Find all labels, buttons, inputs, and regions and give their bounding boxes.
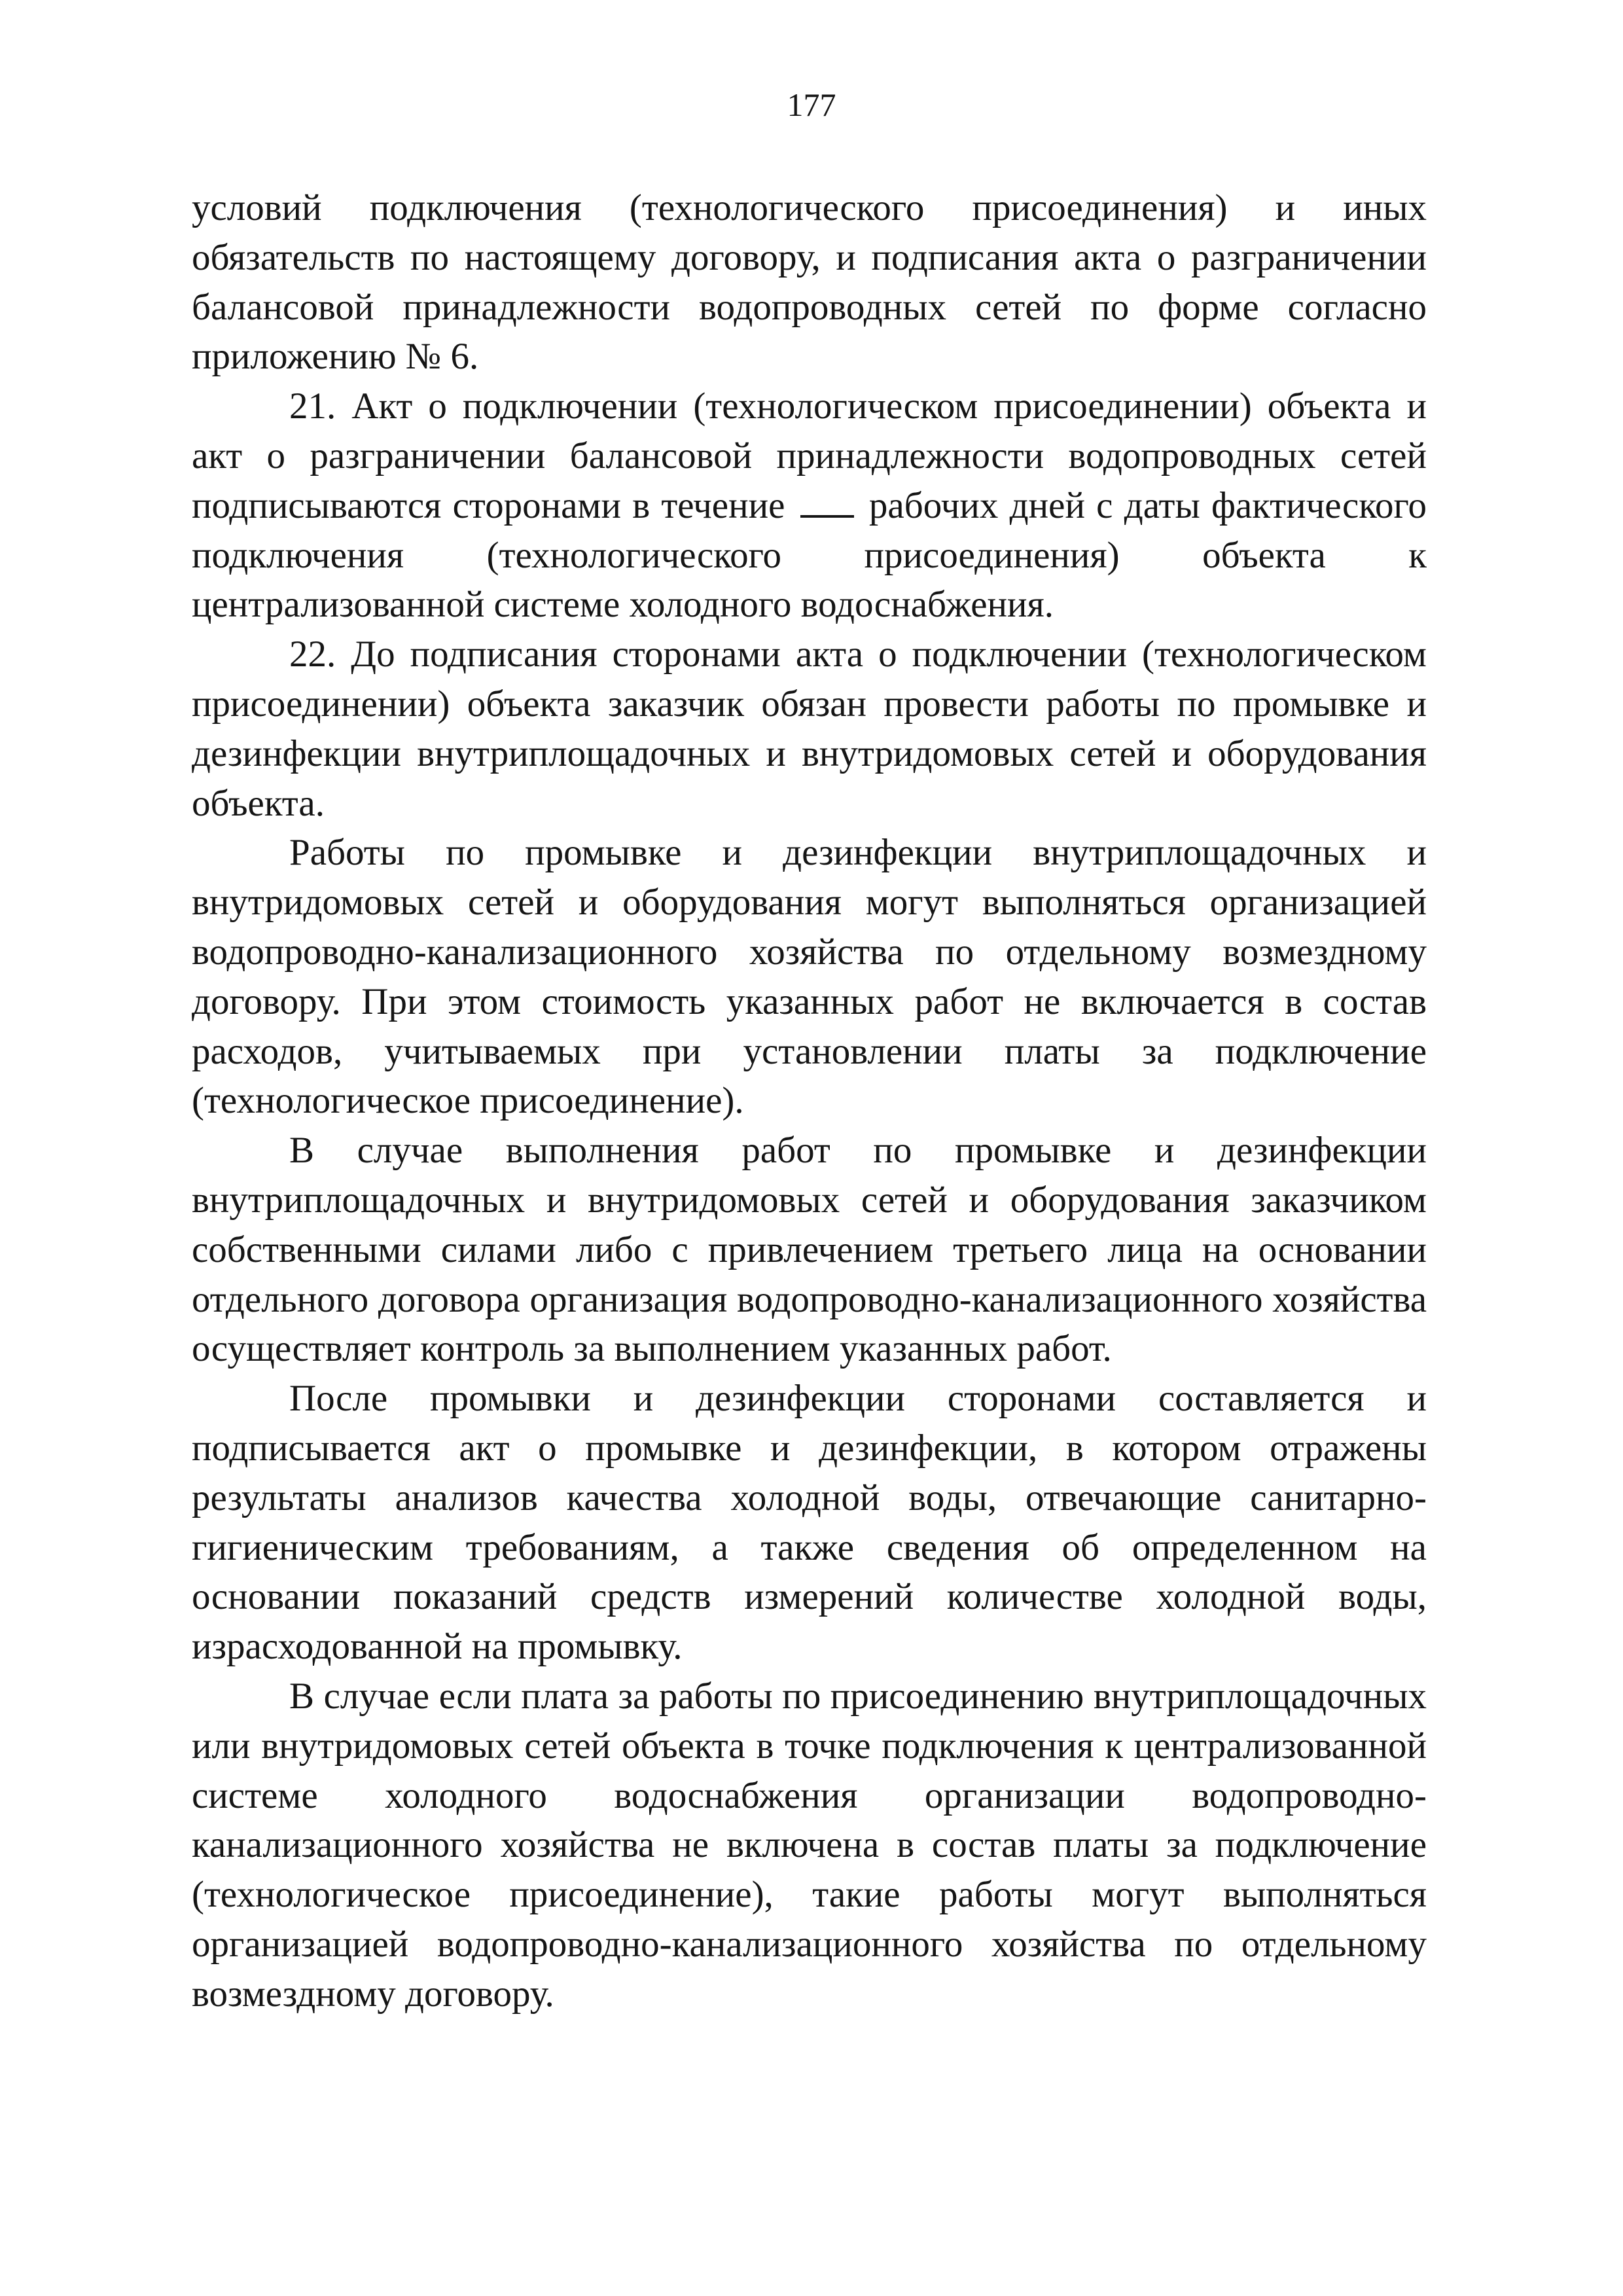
page-number: 177: [787, 86, 836, 123]
paragraph-flushing-act: После промывки и дезинфекции сторонами составляется и подписывается акт о промывке и дезинфекции, в котором отражены результаты анализов качества холодной воды, отвечающие санитарно-гигиеническим требованиям, а также сведения об определенном на основании показаний средств измерений количестве холодной воды, израсходованной на промывку.: [192, 1378, 1427, 1668]
paragraph-works-contract: Работы по промывке и дезинфекции внутриплощадочных и внутридомовых сетей и оборудования могут выполняться организацией водопроводно-канализационного хозяйства по отдельному возмездному договору. При этом стоимость указанных работ не включается в состав расходов, учитываемых при установлении платы за подключение (технологическое присоединение).: [192, 832, 1427, 1122]
clause-21-text-end: рабочих дней с даты фактического подключения (технологического присоединения) объекта к централизованной системе холодного водоснабжения.: [192, 484, 1427, 626]
paragraph-customer-works: В случае выполнения работ по промывке и дезинфекции внутриплощадочных и внутридомовых сетей и оборудования заказчиком собственными силами либо с привлечением третьего лица на основании отдельного договора организация водопроводно-канализационного хозяйства осуществляет контроль за выполнением указанных работ.: [192, 1130, 1427, 1370]
clause-21-text-start: 21. Акт о подключении (технологическом присоединении) объекта и акт о разграничении балансовой принадлежности водопроводных сетей подписываются сторонами в течение: [192, 386, 1427, 526]
paragraph-clause-22: 22. До подписания сторонами акта о подключении (технологическом присоединении) объекта заказчик обязан провести работы по промывке и дезинфекции внутриплощадочных и внутридомовых сетей и оборудования объекта.: [192, 634, 1427, 824]
paragraph-clause-21: [192, 382, 1427, 630]
document-body: [192, 183, 1427, 2018]
paragraph-connection-fee: В случае если плата за работы по присоединению внутриплощадочных или внутридомовых сетей объекта в точке подключения к централизованной системе холодного водоснабжения организации водопроводно-канализационного хозяйства не включена в состав платы за подключение (технологическое присоединение), такие работы могут выполняться организацией водопроводно-канализационного хозяйства по отдельному возмездному договору.: [192, 1675, 1427, 2015]
paragraph-continuation: условий подключения (технологического присоединения) и иных обязательств по настоящему договору, и подписания акта о разграничении балансовой принадлежности водопроводных сетей по форме согласно приложению № 6.: [192, 187, 1427, 378]
blank-days-field: [800, 484, 854, 518]
